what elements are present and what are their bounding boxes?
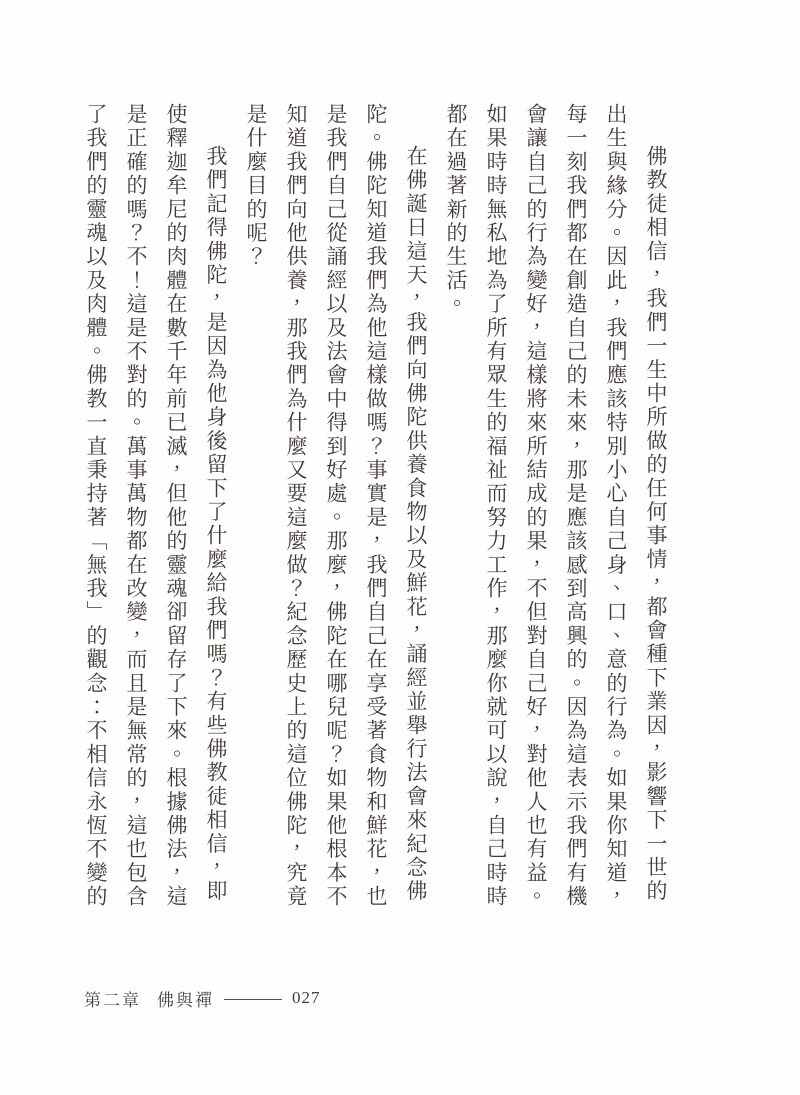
paragraph-remembering-buddha: 我們記得佛陀，是因為他身後留下了什麼給我們嗎？有些佛教徒相信，即使釋迦牟尼的肉體在數千年前已滅，但他的靈魂卻留存了下來。根據佛法，這是正確的嗎？不！這是不對的。萬事萬物都在改變，而且是無常的，這也包含了我們的靈魂以及肉體。佛教一直秉持著「無我」的觀念：不相信永恆不變的 [84,103,228,909]
page-number: 027 [292,988,321,1007]
main-text-block [72,103,676,921]
section-title: 佛與禪 [157,990,214,1010]
paragraph-buddha-birthday: 在佛誕日這天，我們向佛陀供養食物以及鮮花，誦經並舉行法會來紀念佛陀。佛陀知道我們為他這樣做嗎？事實是，我們自己在享受著食物和鮮花，也是我們自己從誦經以及法會中得到好處。那麼，佛陀在哪兒呢？如果他根本不知道我們向他供養，那我們為什麼又要這麼做？紀念歷史上的這位佛陀，究竟是什麼目的呢？ [244,103,428,909]
chapter-label: 第二章 [84,990,141,1010]
footer-rule [224,999,282,1000]
page-footer [84,984,321,1012]
paragraph-karma: 佛教徒相信，我們一生中所做的任何事情，都會種下業因，影響下一世的出生與緣分。因此，我們應該特別小心自己身、口、意的行為。如果你知道，每一刻我們都在創造自己的未來，那是應該感到高興的。因為這表示我們有機會讓自己的行為變好，這樣將來所結成的果，不但對自己好，對他人也有益。如果時時無私地為了所有眾生的福祉而努力工作，那麼你就可以說，自己時時都在過著新的生活。 [444,103,668,909]
